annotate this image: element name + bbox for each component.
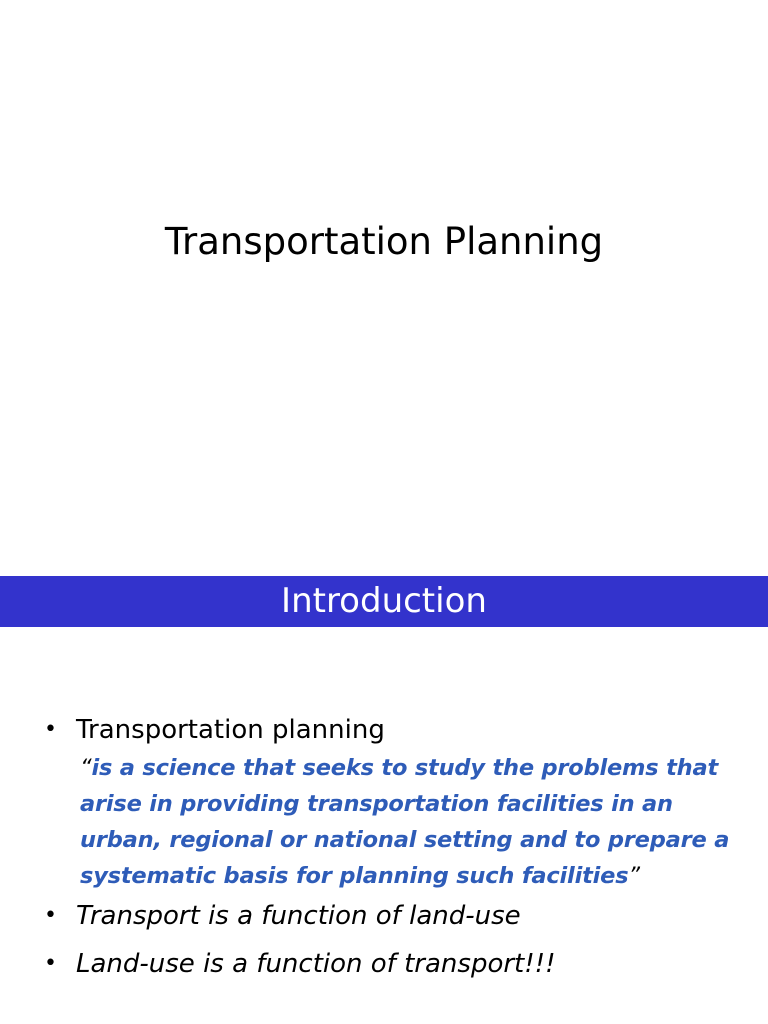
bullet-item-transport-function [44,900,744,932]
close-quote-mark: ” [628,863,640,889]
bullet-list [44,714,744,980]
slide-header-title: Introduction [281,581,487,621]
definition-quote [44,750,744,894]
bullet-icon: • [44,717,57,742]
bullet-text: Land-use is a function of transport!!! [76,949,556,979]
slide-header-bar [0,576,768,627]
quote-text-block [80,750,744,894]
bullet-item-transportation-planning [44,714,744,746]
slide-title-heading: Transportation Planning [164,220,604,263]
bullet-icon: • [44,903,57,928]
bullet-item-land-use-function [44,948,744,980]
quote-text: is a science that seeks to study the problems that arise in providing transportation facilities in an urban, regional or national setting and to prepare a systematic basis for planning such facilities [80,755,730,889]
bullet-text: Transport is a function of land-use [76,901,521,931]
bullet-icon: • [44,951,57,976]
slide-introduction [0,576,768,1024]
bullet-text: Transportation planning [76,715,385,745]
open-quote-mark: “ [80,755,92,781]
